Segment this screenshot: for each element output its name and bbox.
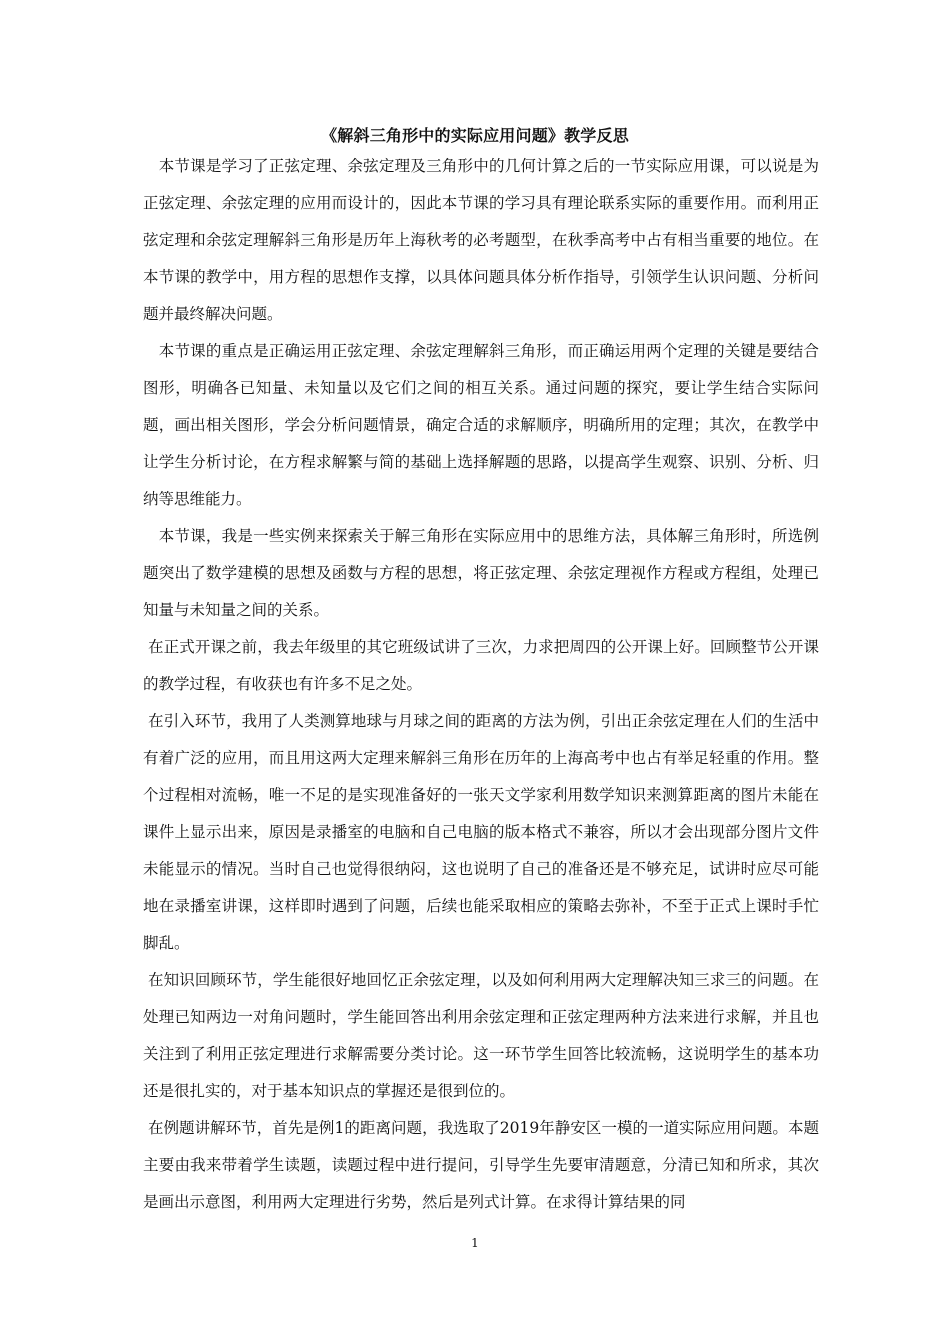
paragraph-2: 本节课的重点是正确运用正弦定理、余弦定理解斜三角形，而正确运用两个定理的关键是要结合图形，明确各已知量、未知量以及它们之间的相互关系。通过问题的探究，要让学生结合实际问题，画出相关图形，学会分析问题情景，确定合适的求解顺序，明确所用的定理；其次，在教学中让学生分析讨论，在方程求解繁与简的基础上选择解题的思路，以提高学生观察、识别、分析、归纳等思维能力。 xyxy=(143,342,819,508)
document-body xyxy=(143,148,819,1221)
paragraph-5: 在引入环节，我用了人类测算地球与月球之间的距离的方法为例，引出正余弦定理在人们的生活中有着广泛的应用，而且用这两大定理来解斜三角形在历年的上海高考中也占有举足轻重的作用。整个过程相对流畅，唯一不足的是实现准备好的一张天文学家利用数学知识来测算距离的图片未能在课件上显示出来，原因是录播室的电脑和自己电脑的版本格式不兼容，所以才会出现部分图片文件未能显示的情况。当时自己也觉得很纳闷，这也说明了自己的准备还是不够充足，试讲时应尽可能地在录播室讲课，这样即时遇到了问题，后续也能采取相应的策略去弥补，不至于正式上课时手忙脚乱。 xyxy=(143,712,819,952)
paragraph-7: 在例题讲解环节，首先是例1的距离问题，我选取了2019年静安区一模的一道实际应用问题。本题主要由我来带着学生读题，读题过程中进行提问，引导学生先要审清题意，分清已知和所求，其次是画出示意图，利用两大定理进行劣势，然后是列式计算。在求得计算结果的同 xyxy=(143,1119,819,1211)
document-title: 《解斜三角形中的实际应用问题》教学反思 xyxy=(321,126,629,145)
paragraph-1: 本节课是学习了正弦定理、余弦定理及三角形中的几何计算之后的一节实际应用课，可以说是为正弦定理、余弦定理的应用而设计的，因此本节课的学习具有理论联系实际的重要作用。而利用正弦定理和余弦定理解斜三角形是历年上海秋考的必考题型，在秋季高考中占有相当重要的地位。在本节课的教学中，用方程的思想作支撑，以具体问题具体分析作指导，引领学生认识问题、分析问题并最终解决问题。 xyxy=(143,157,819,323)
paragraph-6: 在知识回顾环节，学生能很好地回忆正余弦定理，以及如何利用两大定理解决知三求三的问题。在处理已知两边一对角问题时，学生能回答出利用余弦定理和正弦定理两种方法来进行求解，并且也关注到了利用正弦定理进行求解需要分类讨论。这一环节学生回答比较流畅，这说明学生的基本功还是很扎实的，对于基本知识点的掌握还是很到位的。 xyxy=(143,971,819,1100)
page-number: 1 xyxy=(471,1236,479,1250)
paragraph-4: 在正式开课之前，我去年级里的其它班级试讲了三次，力求把周四的公开课上好。回顾整节公开课的教学过程，有收获也有许多不足之处。 xyxy=(143,638,819,693)
paragraph-3: 本节课，我是一些实例来探索关于解三角形在实际应用中的思维方法，具体解三角形时，所选例题突出了数学建模的思想及函数与方程的思想，将正弦定理、余弦定理视作方程或方程组，处理已知量与未知量之间的关系。 xyxy=(143,527,819,619)
